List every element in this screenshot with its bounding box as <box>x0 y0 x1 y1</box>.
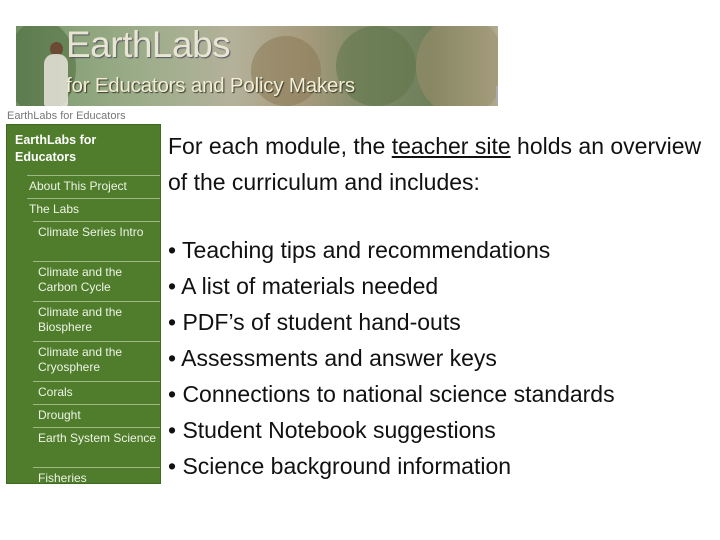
sidebar-item-carbon-cycle[interactable]: Climate and the Carbon Cycle <box>33 261 160 301</box>
intro-text-end: holds an overview of the curriculum and includes: <box>168 133 702 195</box>
sidebar-item-drought[interactable]: Drought <box>33 404 160 427</box>
sidebar-item-fisheries[interactable]: Fisheries <box>33 467 160 483</box>
list-item: • Teaching tips and recommendations <box>168 237 551 263</box>
sidebar-caption: EarthLabs for Educators <box>7 110 126 122</box>
earthlabs-banner <box>16 26 498 106</box>
sidebar-item-earth-system-science[interactable]: Earth System Science <box>33 427 160 467</box>
banner-subtitle: for Educators and Policy Makers <box>66 74 355 97</box>
sidebar-heading[interactable]: EarthLabs for Educators <box>15 133 97 164</box>
sidebar-panel <box>6 124 161 484</box>
sidebar-item-the-labs[interactable]: The Labs <box>27 198 160 221</box>
sidebar-item-about[interactable]: About This Project <box>27 175 160 198</box>
sidebar-item-biosphere[interactable]: Climate and the Biosphere <box>33 301 160 341</box>
sidebar-nav <box>6 108 159 484</box>
list-item: • PDF’s of student hand-outs <box>168 309 461 335</box>
list-item: • Assessments and answer keys <box>168 345 497 371</box>
banner-person <box>44 54 68 106</box>
banner-divider <box>496 86 498 104</box>
sidebar-item-climate-series-intro[interactable]: Climate Series Intro <box>33 221 160 261</box>
sidebar-item-cryosphere[interactable]: Climate and the Cryosphere <box>33 341 160 381</box>
teacher-site-link[interactable]: teacher site <box>391 133 511 159</box>
banner-photo-river <box>416 26 498 106</box>
list-item: • Connections to national science standards <box>168 381 615 407</box>
banner-title: EarthLabs <box>66 26 231 65</box>
feature-list <box>168 232 713 484</box>
intro-paragraph <box>168 128 708 200</box>
list-item: • Science background information <box>168 453 512 479</box>
sidebar-item-corals[interactable]: Corals <box>33 381 160 404</box>
intro-text-start: For each module, the <box>168 133 392 159</box>
list-item: • A list of materials needed <box>168 273 439 299</box>
list-item: • Student Notebook suggestions <box>168 417 496 443</box>
